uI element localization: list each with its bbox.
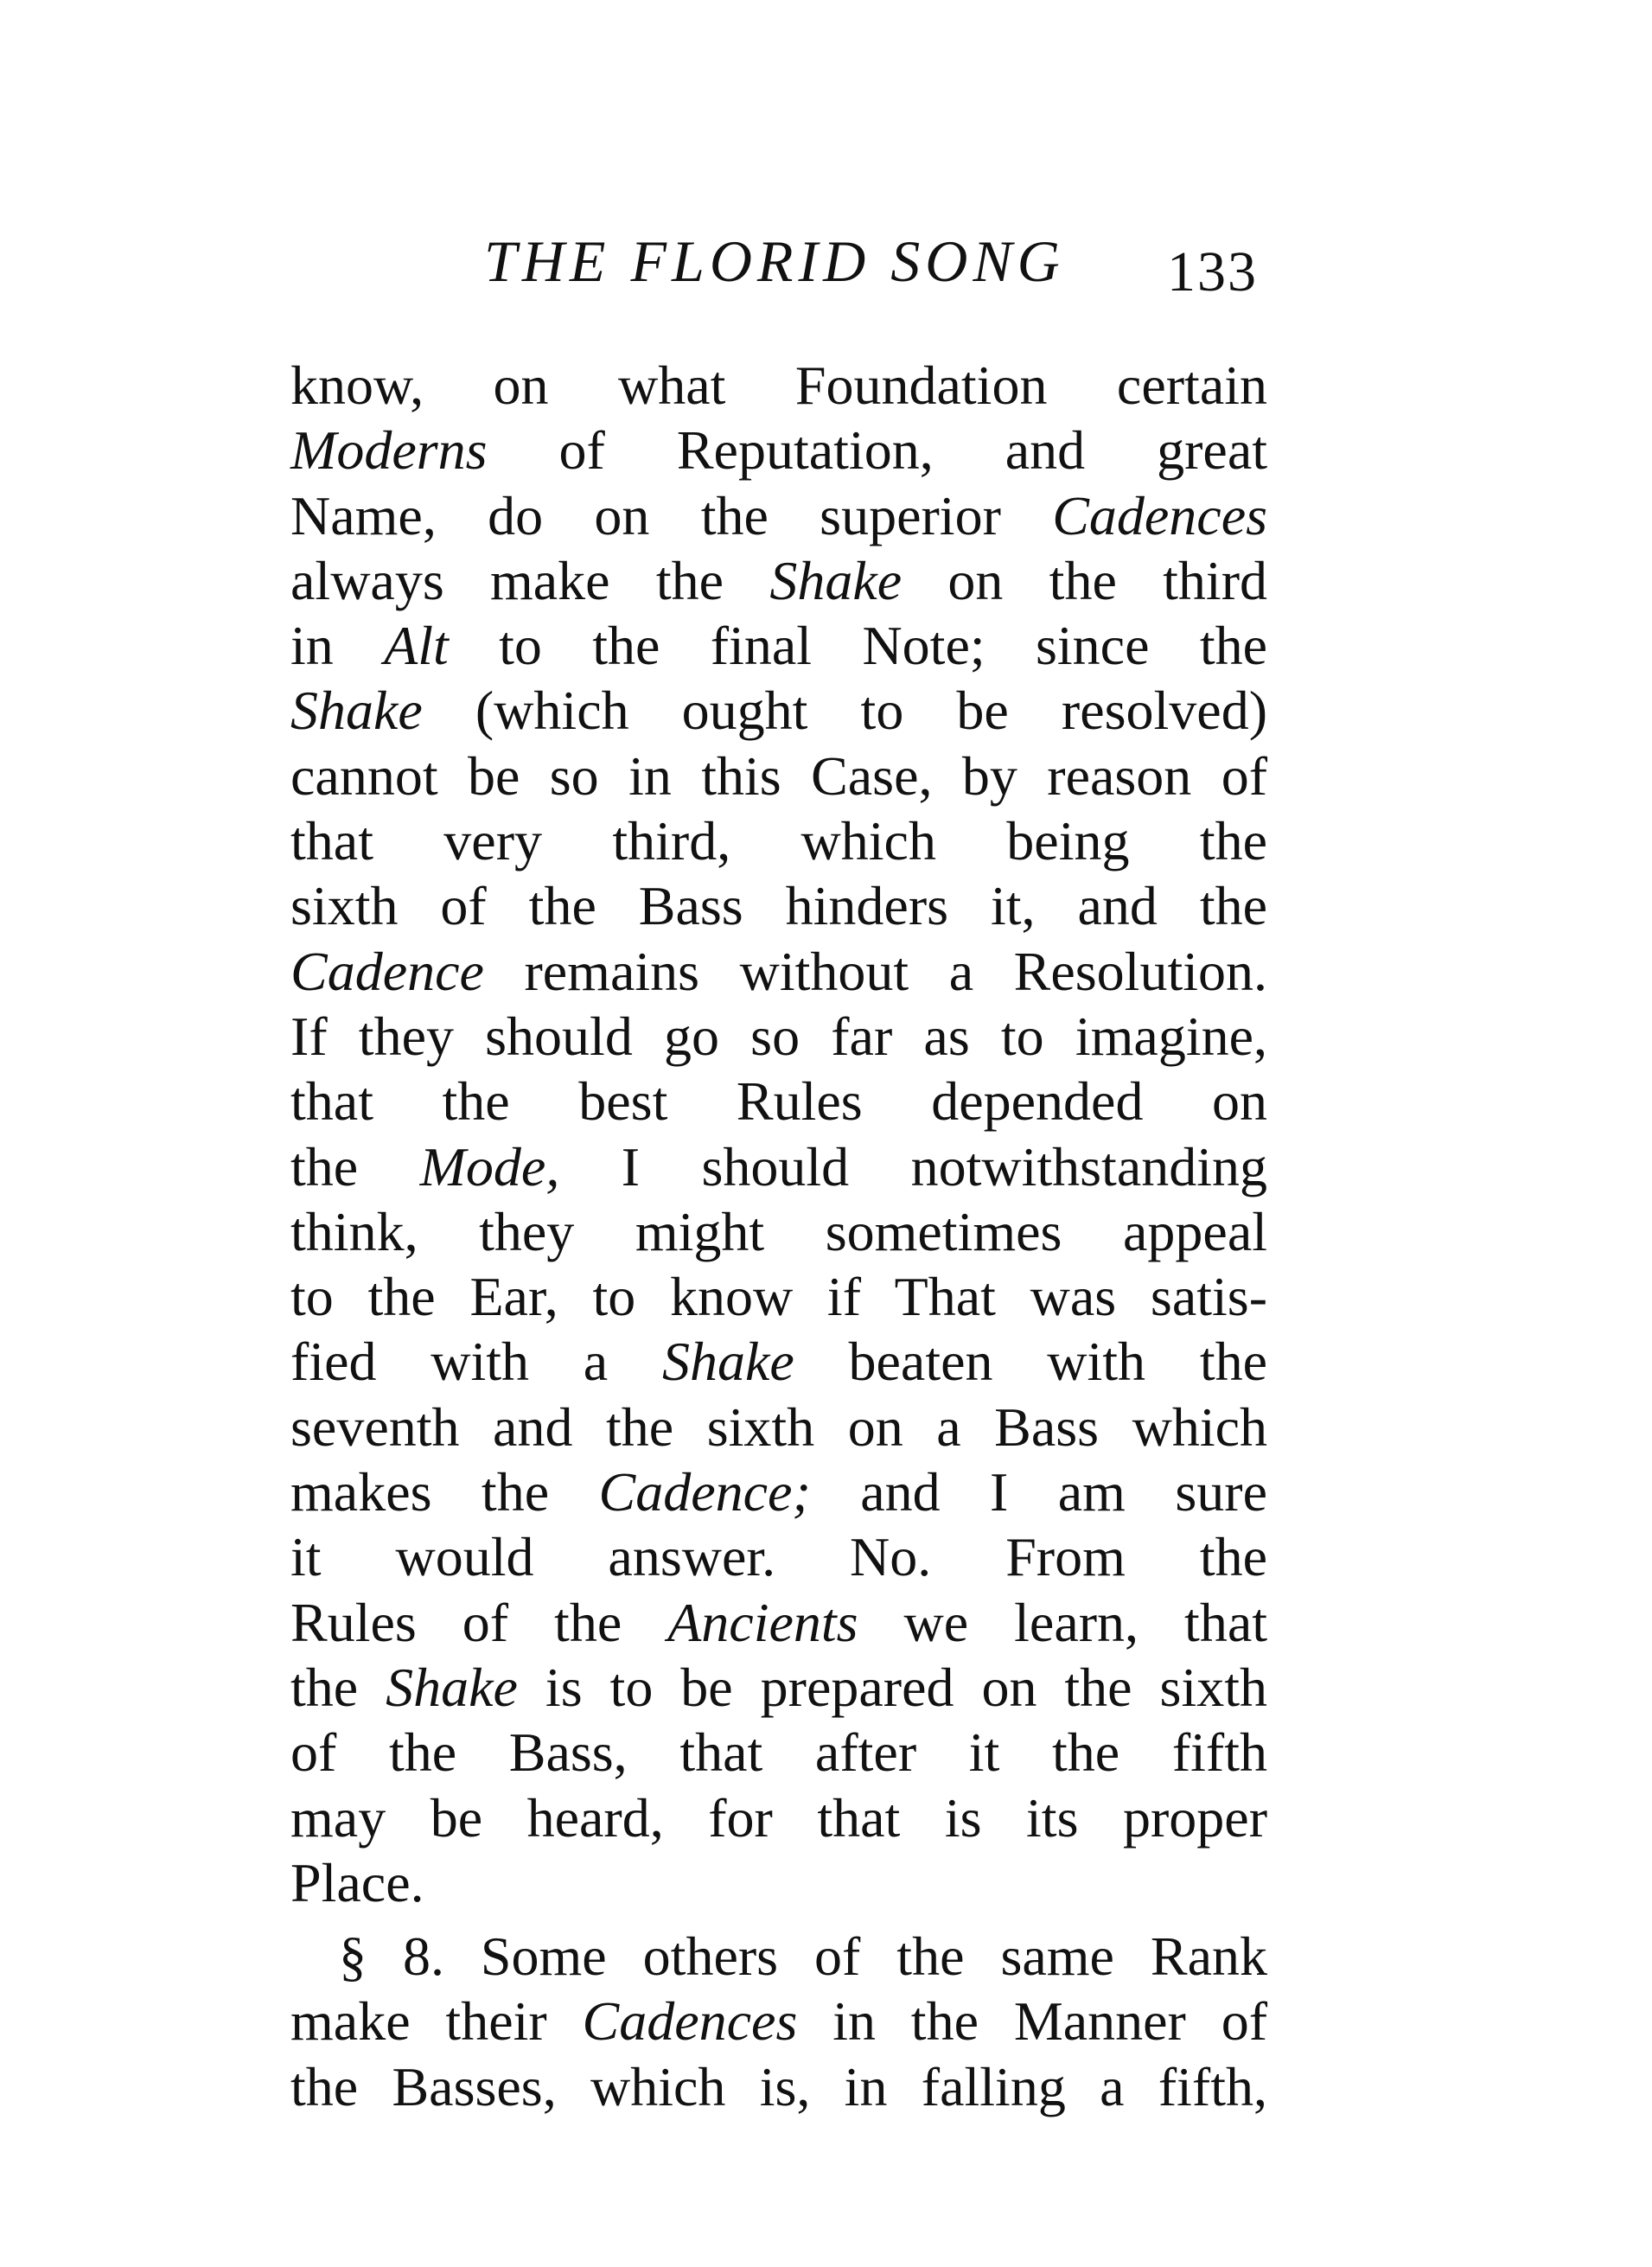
italic-term: Alt <box>384 615 449 677</box>
text-segment: the <box>290 1135 420 1197</box>
text-segment: that very third, which being the <box>290 810 1267 872</box>
text-segment: to the Ear, to know if That was satis- <box>290 1266 1267 1328</box>
text-line <box>290 1004 1267 1069</box>
text-segment: to the final Note; since the <box>448 615 1268 677</box>
page-number: 133 <box>1167 240 1258 303</box>
text-segment: always make the <box>290 549 770 611</box>
italic-term: Shake <box>386 1656 518 1718</box>
text-segment: think, they might sometimes appeal <box>290 1200 1267 1262</box>
text-segment: make their <box>290 1990 583 2053</box>
running-title: THE FLORID SONG <box>484 228 1065 294</box>
text-line <box>290 939 1267 1004</box>
italic-term: Mode, <box>419 1135 560 1197</box>
text-line <box>290 1785 1267 1850</box>
text-segment: may be heard, for that is its proper <box>290 1786 1267 1849</box>
text-segment: in <box>290 615 385 677</box>
text-line <box>290 483 1267 548</box>
text-segment: § 8. Some others of the same Rank <box>339 1925 1267 1988</box>
text-line <box>290 1590 1267 1655</box>
text-segment: I should notwithstanding <box>559 1135 1268 1197</box>
text-segment: If they should go so far as to imagine, <box>290 1005 1267 1067</box>
italic-term: Cadences <box>582 1990 798 2053</box>
text-segment: makes the <box>290 1461 599 1523</box>
text-line <box>290 418 1267 482</box>
text-segment: it would answer. No. From the <box>290 1526 1267 1588</box>
italic-term: Shake <box>661 1331 794 1393</box>
italic-term: Moderns <box>290 419 488 482</box>
text-line <box>290 678 1267 743</box>
text-segment: of the Bass, that after it the fifth <box>290 1721 1267 1784</box>
text-line <box>290 2054 1267 2119</box>
text-line <box>290 613 1267 678</box>
text-segment: Place. <box>290 1851 424 1913</box>
italic-term: Ancients <box>667 1591 858 1653</box>
text-line <box>290 1134 1267 1199</box>
text-segment: remains without a Resolution. <box>483 940 1267 1002</box>
text-line <box>290 1655 1267 1720</box>
text-segment: Rules of the <box>290 1591 668 1653</box>
text-segment: is to be prepared on the sixth <box>517 1656 1267 1718</box>
text-line <box>290 1199 1267 1264</box>
text-line <box>290 1069 1267 1134</box>
text-segment: we learn, that <box>858 1591 1267 1653</box>
text-line <box>290 873 1267 938</box>
text-segment: beaten with the <box>794 1331 1267 1393</box>
text-line <box>290 1395 1267 1459</box>
text-segment: (which ought to be resolved) <box>422 680 1267 742</box>
text-segment: know, on what Foundation certain <box>290 354 1267 416</box>
text-line <box>290 1720 1267 1785</box>
text-line <box>290 1524 1267 1589</box>
italic-term: Cadence <box>290 940 484 1002</box>
italic-term: Cadence; <box>598 1461 811 1523</box>
text-line <box>290 1924 1267 1989</box>
text-segment: fied with a <box>290 1331 662 1393</box>
text-segment: that the best Rules depended on <box>290 1070 1267 1133</box>
text-line <box>290 353 1267 418</box>
text-segment: Name, do on the superior <box>290 484 1053 546</box>
text-line <box>290 1850 1267 1915</box>
text-segment: the <box>290 1656 386 1718</box>
text-line <box>290 1989 1267 2053</box>
text-segment: and I am sure <box>810 1461 1268 1523</box>
text-segment: cannot be so in this Case, by reason of <box>290 744 1267 807</box>
text-segment: the Basses, which is, in falling a fifth, <box>290 2055 1267 2117</box>
italic-term: Shake <box>769 549 903 611</box>
text-line <box>290 808 1267 873</box>
text-line <box>290 1459 1267 1524</box>
body-text <box>290 353 1267 2119</box>
text-line <box>290 744 1267 808</box>
text-segment: seventh and the sixth on a Bass which <box>290 1395 1267 1458</box>
italic-term: Shake <box>290 680 423 742</box>
text-segment: of Reputation, and great <box>487 419 1267 482</box>
text-line <box>290 1329 1267 1394</box>
italic-term: Cadences <box>1052 484 1267 546</box>
text-line <box>290 1264 1267 1329</box>
text-segment: in the Manner of <box>797 1990 1268 2053</box>
text-segment: on the third <box>902 549 1267 611</box>
text-segment: sixth of the Bass hinders it, and the <box>290 875 1267 937</box>
text-line <box>290 548 1267 613</box>
